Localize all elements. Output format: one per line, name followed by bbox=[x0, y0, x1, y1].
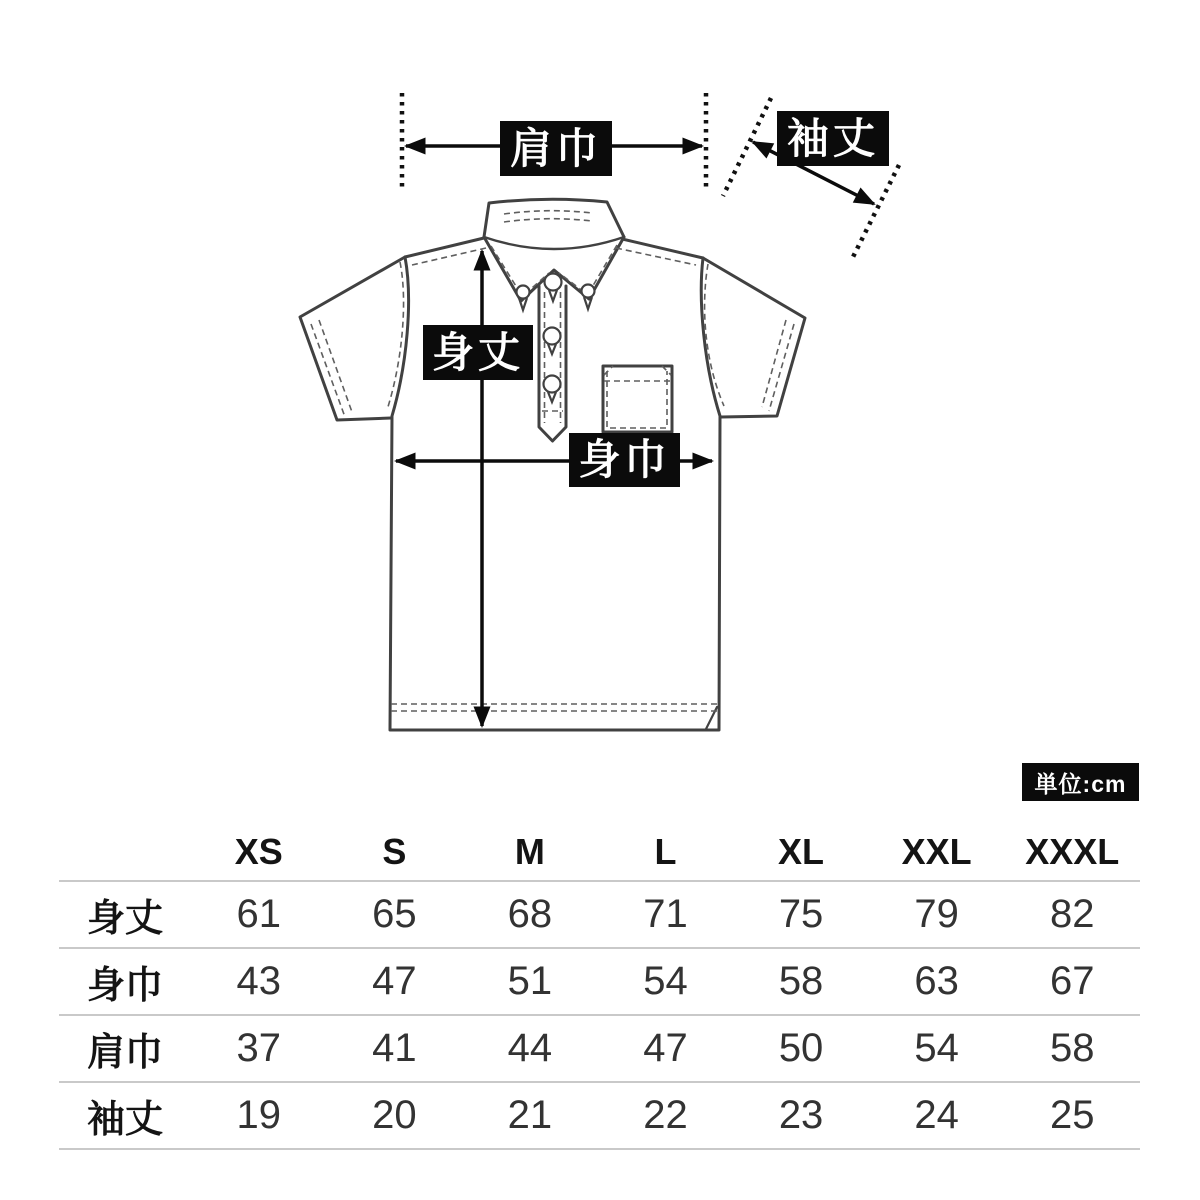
row-label: 身丈 bbox=[86, 898, 163, 940]
size-value: 50 bbox=[778, 1026, 824, 1070]
column-header-xl: XL bbox=[778, 831, 825, 872]
size-value: 54 bbox=[643, 959, 688, 1003]
size-value: 20 bbox=[372, 1093, 417, 1137]
body-width-label: 身巾 bbox=[569, 433, 680, 487]
size-value: 79 bbox=[914, 892, 959, 936]
column-header-m: M bbox=[514, 831, 545, 872]
chest-pocket bbox=[603, 366, 672, 432]
unit-badge: 単位:cm bbox=[1022, 763, 1139, 801]
size-value: 19 bbox=[236, 1093, 282, 1137]
collar-button-right bbox=[582, 285, 595, 298]
sleeve-length-label: 袖丈 bbox=[777, 111, 889, 166]
size-value: 82 bbox=[1049, 892, 1095, 936]
size-value: 21 bbox=[507, 1093, 553, 1137]
size-value: 58 bbox=[778, 959, 824, 1003]
size-value: 25 bbox=[1049, 1093, 1095, 1137]
size-value: 24 bbox=[914, 1093, 959, 1137]
top-button bbox=[545, 274, 562, 291]
size-value: 68 bbox=[507, 892, 553, 936]
size-value: 75 bbox=[778, 892, 824, 936]
size-value: 63 bbox=[914, 959, 959, 1003]
shoulder-seam-right bbox=[618, 238, 703, 258]
size-value: 65 bbox=[372, 892, 417, 936]
size-table-header-row bbox=[59, 824, 1140, 880]
shoulder-width-label: 肩巾 bbox=[500, 121, 612, 176]
size-value: 44 bbox=[507, 1026, 553, 1070]
collar-button-left bbox=[517, 286, 530, 299]
size-value: 23 bbox=[778, 1093, 824, 1137]
size-value: 47 bbox=[643, 1026, 688, 1070]
placket-button-1 bbox=[544, 328, 561, 345]
size-value: 37 bbox=[236, 1026, 282, 1070]
row-label: 身巾 bbox=[86, 965, 163, 1007]
column-header-xs: XS bbox=[234, 831, 283, 872]
size-value: 54 bbox=[914, 1026, 959, 1070]
size-value: 58 bbox=[1049, 1026, 1095, 1070]
shoulder-seam-left bbox=[405, 238, 484, 257]
size-value: 61 bbox=[236, 892, 282, 936]
sleeve-guide-lower bbox=[851, 165, 899, 261]
body-length-label: 身丈 bbox=[423, 325, 533, 380]
table-row-body-width bbox=[59, 947, 1140, 1014]
placket bbox=[539, 286, 566, 441]
row-label: 袖丈 bbox=[86, 1099, 163, 1141]
table-row-sleeve-length bbox=[59, 1081, 1140, 1150]
row-label: 肩巾 bbox=[86, 1032, 163, 1074]
size-value: 43 bbox=[236, 959, 282, 1003]
column-header-xxl: XXL bbox=[901, 831, 972, 872]
column-header-l: L bbox=[654, 831, 677, 872]
column-header-xxxl: XXXL bbox=[1025, 831, 1120, 872]
table-row-shoulder-width bbox=[59, 1014, 1140, 1081]
size-value: 41 bbox=[372, 1026, 417, 1070]
size-value: 71 bbox=[643, 892, 688, 936]
size-table bbox=[59, 824, 1140, 1150]
size-value: 51 bbox=[507, 959, 553, 1003]
size-value: 22 bbox=[643, 1093, 688, 1137]
column-header-s: S bbox=[382, 831, 407, 872]
placket-button-2 bbox=[544, 376, 561, 393]
size-value: 47 bbox=[372, 959, 417, 1003]
size-value: 67 bbox=[1049, 959, 1095, 1003]
table-row-body-length bbox=[59, 880, 1140, 947]
